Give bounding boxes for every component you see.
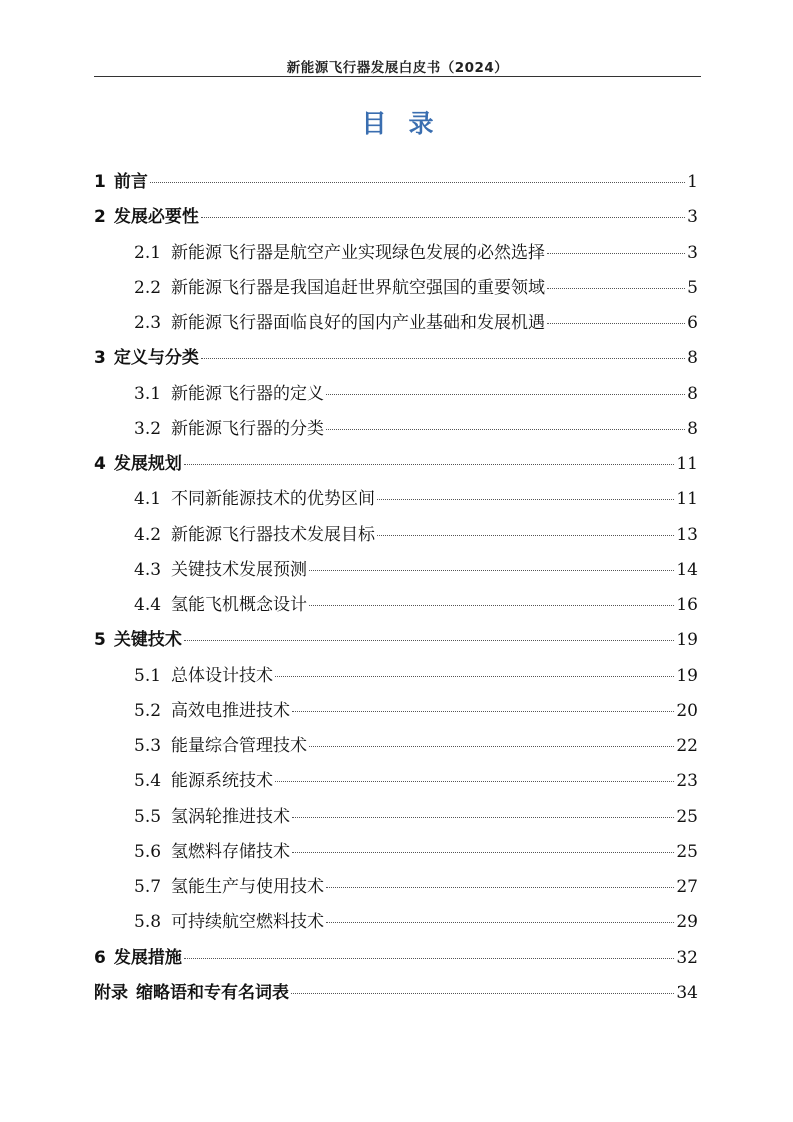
toc-chapter-entry[interactable]	[94, 941, 698, 976]
toc-entry-title: 不同新能源技术的优势区间	[171, 489, 376, 510]
toc-entry-title: 定义与分类	[113, 348, 199, 369]
toc-entry-title: 能源系统技术	[171, 771, 274, 792]
toc-entry-number: 6	[94, 947, 106, 968]
running-header: 新能源飞行器发展白皮书（2024）	[286, 60, 509, 76]
toc-entry-number: 3	[94, 348, 106, 369]
toc-page-number: 8	[687, 348, 698, 369]
toc-section-entry[interactable]	[94, 482, 698, 517]
toc-page-number: 22	[676, 736, 698, 756]
toc-entry-number: 5.7	[134, 877, 162, 897]
toc-page-number: 27	[676, 877, 698, 897]
toc-entry-title: 缩略语和专有名词表	[136, 982, 289, 1003]
toc-entry-title: 新能源飞行器的分类	[171, 418, 325, 439]
toc-page-number: 11	[676, 489, 698, 510]
toc-chapter-entry[interactable]	[94, 976, 698, 1011]
toc-section-entry[interactable]	[94, 412, 698, 447]
toc-section-entry[interactable]	[94, 271, 698, 306]
toc-title: 目录	[361, 109, 456, 138]
toc-section-entry[interactable]	[94, 905, 698, 940]
toc-dot-leader	[275, 676, 674, 677]
toc-page-number: 13	[676, 524, 698, 545]
toc-entry-number: 5	[94, 630, 106, 651]
toc-entry-title: 前言	[113, 172, 148, 192]
toc-entry-number: 5.4	[134, 771, 162, 792]
toc-page-number: 6	[687, 313, 698, 333]
toc-page-number: 3	[687, 242, 698, 263]
toc-page-number: 19	[676, 630, 698, 651]
toc-dot-leader	[150, 182, 685, 183]
toc-entry-title: 关键技术发展预测	[171, 559, 308, 580]
toc-dot-leader	[547, 288, 685, 289]
toc-chapter-entry[interactable]	[94, 623, 698, 658]
toc-dot-leader	[292, 817, 674, 818]
toc-entry-number: 2	[94, 207, 106, 228]
toc-dot-leader	[292, 852, 674, 853]
toc-dot-leader	[547, 323, 685, 324]
toc-section-entry[interactable]	[94, 306, 698, 341]
toc-entry-number: 5.5	[134, 806, 162, 827]
toc-page-number: 5	[687, 277, 698, 298]
toc-section-entry[interactable]	[94, 236, 698, 271]
toc-entry-title: 氢燃料存储技术	[171, 841, 291, 862]
toc-dot-leader	[184, 464, 675, 465]
toc-section-entry[interactable]	[94, 588, 698, 623]
toc-dot-leader	[201, 358, 685, 359]
toc-entry-number: 4.3	[134, 559, 162, 580]
toc-dot-leader	[377, 499, 674, 500]
table-of-contents	[94, 165, 698, 1011]
toc-dot-leader	[326, 887, 674, 888]
toc-section-entry[interactable]	[94, 835, 698, 870]
toc-dot-leader	[291, 993, 674, 994]
toc-page-number: 1	[687, 172, 698, 192]
toc-section-entry[interactable]	[94, 377, 698, 412]
header-divider	[94, 76, 701, 77]
toc-section-entry[interactable]	[94, 553, 698, 588]
toc-section-entry[interactable]	[94, 518, 698, 553]
toc-entry-title: 新能源飞行器是航空产业实现绿色发展的必然选择	[171, 242, 546, 263]
toc-page-number: 25	[676, 806, 698, 827]
toc-page-number: 23	[676, 771, 698, 792]
toc-entry-number: 4.2	[134, 524, 162, 545]
toc-dot-leader	[309, 746, 674, 747]
toc-entry-number: 1	[94, 172, 106, 192]
toc-page-number: 3	[687, 207, 698, 228]
toc-section-entry[interactable]	[94, 694, 698, 729]
toc-chapter-entry[interactable]	[94, 447, 698, 482]
toc-dot-leader	[275, 781, 674, 782]
toc-entry-number: 2.2	[134, 277, 162, 298]
toc-entry-number: 5.6	[134, 841, 162, 862]
toc-entry-number: 5.2	[134, 700, 162, 721]
toc-entry-number: 2.3	[134, 313, 162, 333]
toc-entry-number: 附录	[94, 982, 128, 1003]
toc-entry-title: 发展必要性	[113, 207, 199, 228]
toc-dot-leader	[201, 217, 685, 218]
toc-page-number: 20	[676, 700, 698, 721]
toc-dot-leader	[326, 429, 685, 430]
toc-page-number: 32	[676, 947, 698, 968]
toc-entry-number: 2.1	[134, 242, 162, 263]
toc-chapter-entry[interactable]	[94, 341, 698, 376]
toc-page-number: 16	[676, 595, 698, 615]
toc-entry-title: 发展措施	[113, 947, 182, 968]
toc-entry-title: 高效电推进技术	[171, 700, 291, 721]
toc-chapter-entry[interactable]	[94, 165, 698, 200]
toc-chapter-entry[interactable]	[94, 200, 698, 235]
toc-entry-title: 关键技术	[113, 630, 182, 651]
toc-entry-number: 5.8	[134, 912, 162, 933]
toc-dot-leader	[326, 394, 685, 395]
toc-entry-title: 氢涡轮推进技术	[171, 806, 291, 827]
toc-entry-number: 4.1	[134, 489, 162, 510]
toc-entry-title: 新能源飞行器技术发展目标	[171, 524, 376, 545]
toc-section-entry[interactable]	[94, 729, 698, 764]
toc-section-entry[interactable]	[94, 764, 698, 799]
toc-dot-leader	[326, 922, 674, 923]
toc-entry-title: 总体设计技术	[171, 665, 274, 686]
toc-page-number: 14	[676, 559, 698, 580]
toc-entry-title: 新能源飞行器的定义	[171, 383, 325, 404]
toc-dot-leader	[309, 605, 674, 606]
toc-entry-number: 3.2	[134, 418, 162, 439]
toc-page-number: 25	[676, 841, 698, 862]
toc-dot-leader	[547, 253, 685, 254]
toc-page-number: 19	[676, 665, 698, 686]
toc-section-entry[interactable]	[94, 870, 698, 905]
toc-entry-number: 5.1	[134, 665, 162, 686]
toc-page-number: 34	[676, 982, 698, 1003]
toc-page-number: 29	[676, 912, 698, 933]
toc-dot-leader	[292, 711, 674, 712]
toc-entry-number: 3.1	[134, 383, 162, 404]
toc-entry-number: 4	[94, 454, 106, 474]
toc-dot-leader	[184, 640, 675, 641]
toc-entry-title: 氢能生产与使用技术	[171, 877, 325, 897]
toc-entry-number: 4.4	[134, 595, 162, 615]
toc-entry-title: 发展规划	[113, 454, 182, 474]
toc-page-number: 8	[687, 418, 698, 439]
toc-entry-title: 新能源飞行器面临良好的国内产业基础和发展机遇	[171, 313, 546, 333]
toc-dot-leader	[309, 570, 674, 571]
toc-entry-title: 新能源飞行器是我国追赶世界航空强国的重要领域	[171, 277, 546, 298]
toc-page-number: 11	[676, 454, 698, 474]
toc-dot-leader	[377, 535, 674, 536]
toc-page-number: 8	[687, 383, 698, 404]
toc-section-entry[interactable]	[94, 659, 698, 694]
toc-section-entry[interactable]	[94, 800, 698, 835]
toc-entry-title: 能量综合管理技术	[171, 736, 308, 756]
toc-dot-leader	[184, 958, 675, 959]
toc-entry-number: 5.3	[134, 736, 162, 756]
toc-entry-title: 氢能飞机概念设计	[171, 595, 308, 615]
toc-entry-title: 可持续航空燃料技术	[171, 912, 325, 933]
